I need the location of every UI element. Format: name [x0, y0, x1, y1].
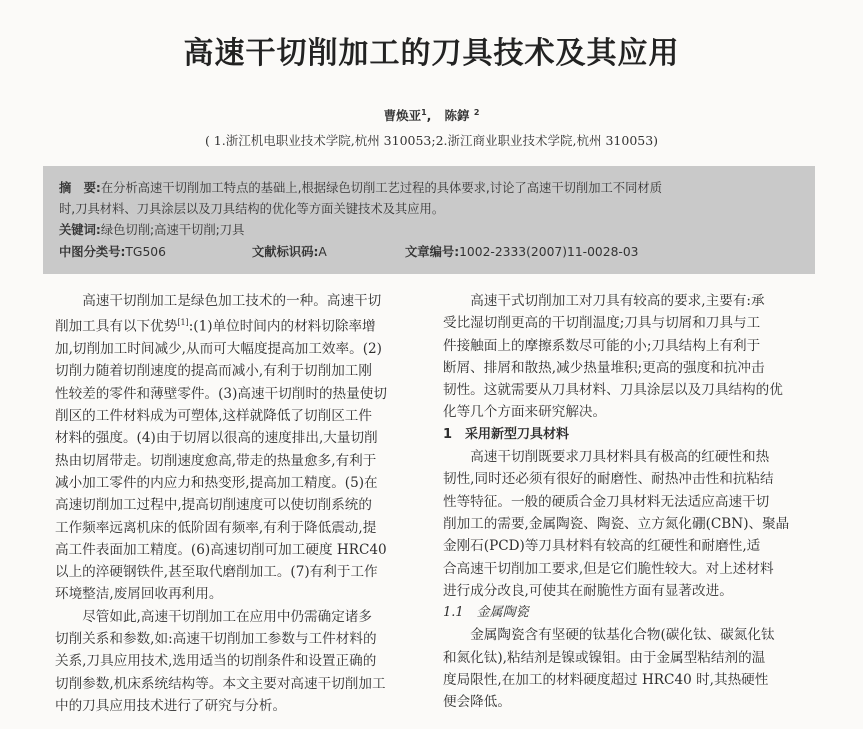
citation-ref: [1] [177, 318, 189, 328]
text-line: 高速干切削加工是绿色加工技术的一种。高速干切 [82, 293, 382, 309]
text-line: 便会降低。 [443, 694, 511, 711]
abstract-line-2: 时,刀具材料、刀具涂层以及刀具结构的优化等方面关键技术及其应用。 [59, 202, 445, 216]
text-line: 削区的工件材料成为可塑体,这样就降低了切削区工件 [55, 408, 372, 425]
paper-title: 高速干切削加工的刀具技术及其应用 [183, 36, 680, 71]
keywords-label: 关键词: [59, 223, 101, 237]
authors [0, 106, 863, 124]
text-line: 高速切削加工过程中,提高切削速度可以使切削系统的 [55, 497, 372, 514]
text-line: 工作频率远离机床的低阶固有频率,有利于降低震动,提 [55, 519, 377, 536]
paragraph-tool-materials [443, 446, 808, 602]
text-line: 件接触面上的摩擦系数尽可能的小;刀具结构上有利于 [443, 337, 761, 354]
text-line: 化等几个方面来研究解决。 [443, 404, 607, 421]
text-span: 削加工具有以下优势 [55, 318, 178, 335]
doc-code-field [252, 241, 405, 263]
text-line: 合高速干切削加工要求,但是它们脆性较大。对上述材料 [443, 560, 774, 577]
paragraph-cermet [443, 624, 808, 713]
keywords-line [59, 220, 797, 241]
text-line: 环境整洁,废屑回收再利用。 [55, 586, 223, 603]
clc-value: TG506 [125, 245, 166, 259]
doc-code-value: A [318, 245, 327, 259]
abstract-label: 摘 要: [59, 181, 101, 195]
author-2: 陈錞 [444, 108, 470, 123]
text-line: 受比湿切削更高的干切削温度;刀具与切屑和刀具与工 [443, 315, 761, 332]
text-span: :(1)单位时间内的材料切除率增 [188, 318, 376, 335]
affiliations: ( 1.浙江机电职业技术学院,杭州 310053;2.浙江商业职业技术学院,杭州 310053) [204, 133, 659, 148]
text-line: 度局限性,在加工的材料硬度超过 HRC40 时,其热硬性 [443, 672, 769, 689]
text-line: 切削力随着切削速度的提高而减小,有利于切削加工刚 [55, 363, 372, 380]
author-1-affil-mark: 1 [421, 107, 427, 117]
left-column [55, 290, 420, 717]
text-line: 加,切削加工时间减少,从而可大幅度提高加工效率。(2) [55, 341, 382, 358]
text-line: 进行成分改良,可使其在耐脆性方面有显著改进。 [443, 582, 733, 599]
text-line [55, 312, 420, 338]
text-line: 韧性。这就需要从刀具材料、刀具涂层以及刀具结构的优 [443, 382, 783, 399]
text-line: 高速干切削既要求刀具材料具有极高的红硬性和热 [470, 449, 770, 466]
text-line: 热由切屑带走。切削速度愈高,带走的热量愈多,有利于 [55, 452, 377, 469]
classification-row [59, 241, 797, 263]
text-line: 关系,刀具应用技术,选用适当的切削条件和设置正确的 [55, 653, 377, 670]
text-line: 金属陶瓷含有坚硬的钛基化合物(碳化钛、碳氮化钛 [470, 627, 775, 644]
abstract-line-1 [59, 178, 797, 199]
article-no-value: 1002-2333(2007)11-0028-03 [459, 245, 639, 259]
clc-field [59, 241, 252, 263]
text-line: 材料的强度。(4)由于切屑以很高的速度排出,大量切削 [55, 430, 378, 447]
section-heading-1: 1 采用新型刀具材料 [443, 426, 570, 442]
text-line: 和氮化钛),粘结剂是镍或镍钼。由于金属型粘结剂的温 [443, 649, 766, 666]
abstract-text-1: 在分析高速干切削加工特点的基础上,根据绿色切削工艺过程的具体要求,讨论了高速干切削加工不同材质 [100, 181, 662, 195]
paragraph-scope [55, 606, 420, 717]
text-line: 高速干式切削加工对刀具有较高的要求,主要有:承 [470, 293, 765, 309]
author-2-affil-mark: 2 [473, 107, 480, 117]
text-line: 断屑、排屑和散热,减少热量堆积;更高的强度和抗冲击 [443, 359, 765, 376]
paragraph-intro [55, 290, 420, 606]
abstract-box [43, 166, 815, 274]
text-line: 高工件表面加工精度。(6)高速切削可加工硬度 HRC40 [55, 541, 387, 558]
text-line: 切削参数,机床系统结构等。本文主要对高速干切削加工 [55, 675, 386, 692]
right-column [443, 290, 808, 714]
author-separator: , [426, 108, 432, 123]
text-line: 金刚石(PCD)等刀具材料有较高的红硬性和耐磨性,适 [443, 538, 761, 555]
article-no-label: 文章编号: [405, 245, 460, 259]
paragraph-requirements [443, 290, 808, 424]
text-line: 中的刀具应用技术进行了研究与分析。 [55, 697, 287, 714]
text-line: 性较差的零件和薄壁零件。(3)高速干切削时的热量使切 [55, 385, 387, 402]
clc-label: 中图分类号: [59, 245, 126, 259]
text-line: 性等特征。一般的硬质合金刀具材料无法适应高速干切 [443, 493, 770, 510]
keywords-text: 绿色切削;高速干切削;刀具 [100, 223, 245, 237]
text-line: 尽管如此,高速干切削加工在应用中仍需确定诸多 [82, 608, 372, 625]
text-line: 以上的淬硬钢铁件,甚至取代磨削加工。(7)有利于工作 [55, 564, 378, 581]
text-line: 切削关系和参数,如:高速干切削加工参数与工件材料的 [55, 630, 377, 647]
article-no-field [405, 241, 639, 263]
doc-code-label: 文献标识码: [252, 245, 319, 259]
author-1: 曹焕亚 [383, 108, 422, 123]
subsection-heading-1-1: 1.1 金属陶瓷 [443, 605, 529, 621]
text-line: 削加工的需要,金属陶瓷、陶瓷、立方氮化硼(CBN)、聚晶 [443, 515, 790, 532]
text-line: 韧性,同时还必须有很好的耐磨性、耐热冲击性和抗粘结 [443, 471, 774, 488]
text-line: 减小加工零件的内应力和热变形,提高加工精度。(5)在 [55, 474, 378, 491]
